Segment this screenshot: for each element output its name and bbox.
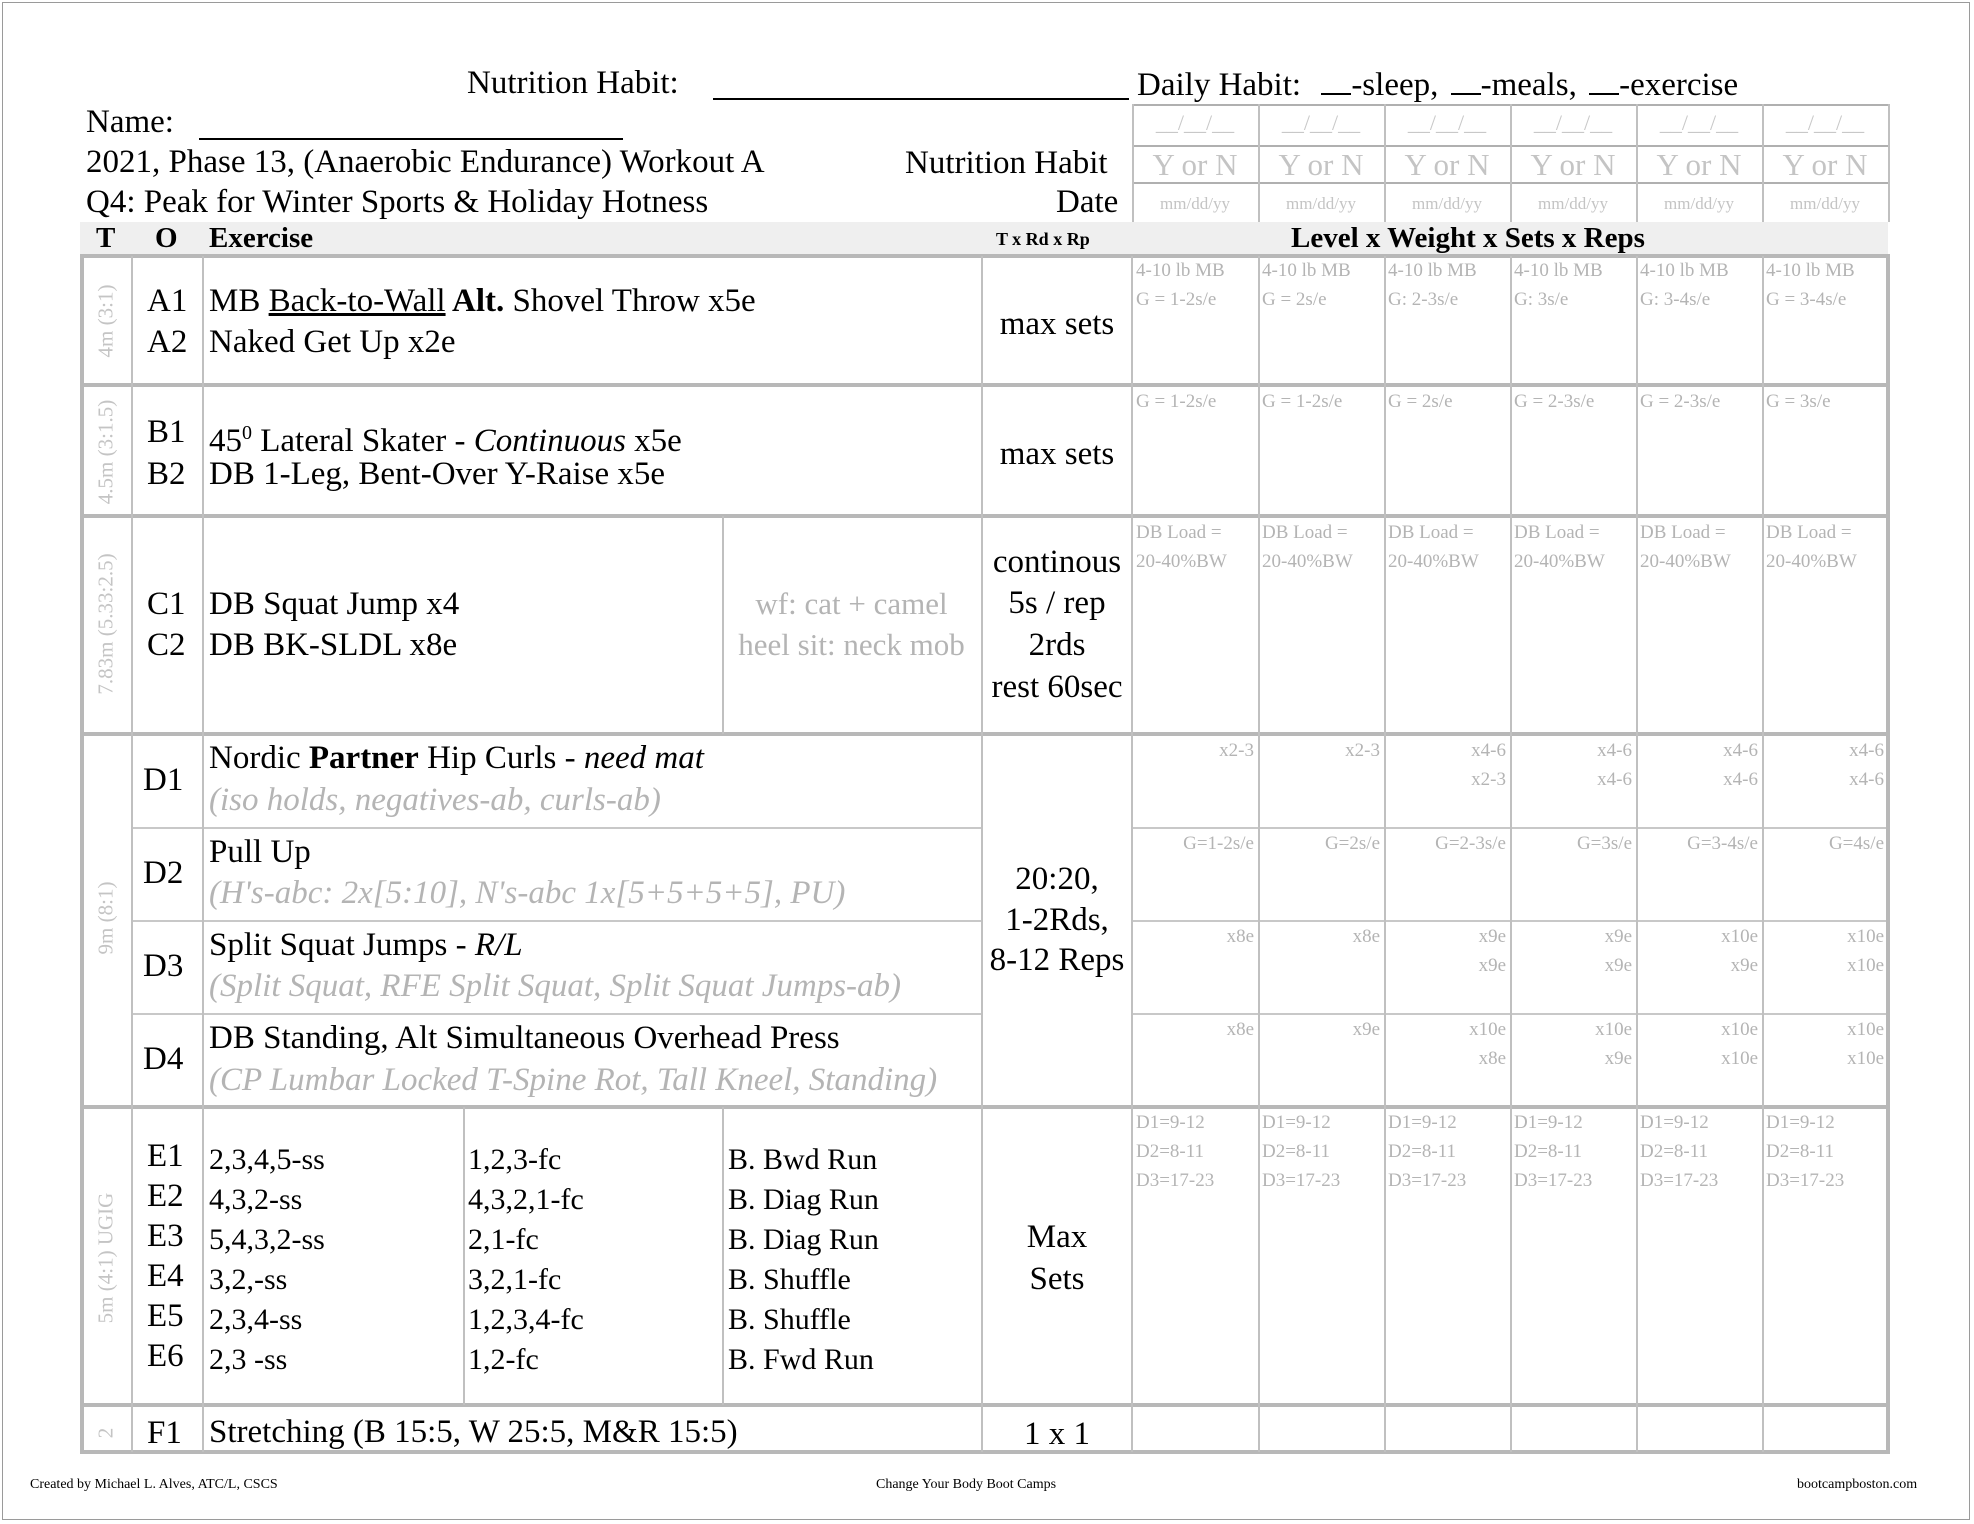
- order-d3: D3: [143, 948, 184, 984]
- level-cell-c[interactable]: 20-40%BW: [1388, 551, 1479, 572]
- level-cell-c[interactable]: DB Load =: [1766, 522, 1852, 543]
- date-field[interactable]: mm/dd/yy: [1664, 194, 1734, 213]
- exercise-a1-pre: MB: [209, 283, 269, 319]
- level-cell-d[interactable]: x10e: [1847, 1048, 1884, 1069]
- date-field[interactable]: mm/dd/yy: [1538, 194, 1608, 213]
- drill-name: B. Diag Run: [728, 1223, 879, 1256]
- level-cell-a[interactable]: G = 3-4s/e: [1766, 289, 1847, 310]
- level-cell-e[interactable]: D1=9-12: [1262, 1112, 1331, 1133]
- level-cell-d[interactable]: x10e: [1469, 1019, 1506, 1040]
- trr-e-1: Max: [1026, 1219, 1088, 1255]
- level-cell-c[interactable]: 20-40%BW: [1136, 551, 1227, 572]
- level-cell-d[interactable]: x10e: [1847, 955, 1884, 976]
- yes-no-field[interactable]: Y or N: [1530, 147, 1616, 182]
- order-e5: E5: [147, 1298, 184, 1334]
- exercise-d1-ital: need mat: [583, 740, 704, 776]
- level-cell-b[interactable]: G = 3s/e: [1766, 391, 1831, 412]
- daily-habit-line: [1137, 67, 1738, 102]
- table-right-border: [1886, 256, 1890, 1452]
- level-cell-d[interactable]: x8e: [1352, 926, 1380, 947]
- row-label-date: Date: [1056, 184, 1119, 220]
- trr-d-1: 20:20,: [1015, 861, 1099, 897]
- trr-a: max sets: [999, 306, 1115, 342]
- exercise-d3-pre: Split Squat Jumps -: [209, 927, 475, 963]
- level-cell-d[interactable]: x9e: [1604, 926, 1632, 947]
- level-cell-e[interactable]: D3=17-23: [1136, 1170, 1215, 1191]
- col-divider-o-ex: [202, 256, 204, 1452]
- drill-name: B. Shuffle: [728, 1263, 851, 1296]
- level-cell-d[interactable]: x4-6: [1723, 769, 1758, 790]
- level-cell-b[interactable]: G = 2s/e: [1388, 391, 1453, 412]
- level-cell-e[interactable]: D2=8-11: [1262, 1141, 1331, 1162]
- time-a: 4m (3:1): [93, 284, 118, 358]
- exercise-d2: Pull Up: [209, 834, 311, 870]
- level-cell-d[interactable]: x10e: [1721, 1048, 1758, 1069]
- yes-no-field[interactable]: Y or N: [1404, 147, 1490, 182]
- interval-fc: 1,2,3-fc: [468, 1143, 562, 1176]
- exercise-b2: DB 1-Leg, Bent-Over Y-Raise x5e: [209, 456, 666, 492]
- nutrition-habit-blank[interactable]: [713, 70, 1129, 100]
- name-label: Name:: [86, 104, 174, 140]
- exercise-a2: Naked Get Up x2e: [209, 324, 456, 360]
- daily-habit-exercise: -exercise: [1619, 67, 1739, 103]
- level-cell-a[interactable]: 4-10 lb MB: [1766, 260, 1855, 281]
- level-cell-d[interactable]: x9e: [1730, 955, 1758, 976]
- day-grid-vline: [1888, 104, 1890, 222]
- level-cell-d[interactable]: x4-6: [1471, 740, 1506, 761]
- date-field[interactable]: mm/dd/yy: [1160, 194, 1230, 213]
- level-cell-d[interactable]: x8e: [1478, 1048, 1506, 1069]
- interval-ss: 5,4,3,2-ss: [209, 1223, 325, 1256]
- level-cell-e[interactable]: D2=8-11: [1640, 1141, 1709, 1162]
- level-cell-d[interactable]: x10e: [1721, 926, 1758, 947]
- level-cell-c[interactable]: 20-40%BW: [1640, 551, 1731, 572]
- level-cell-b[interactable]: G = 2-3s/e: [1514, 391, 1595, 412]
- trr-b: max sets: [999, 436, 1115, 472]
- level-cell-a[interactable]: G: 3-4s/e: [1640, 289, 1711, 310]
- level-cell-d[interactable]: x10e: [1847, 1019, 1884, 1040]
- level-cell-d[interactable]: x8e: [1226, 1019, 1254, 1040]
- trr-f: 1 x 1: [1024, 1416, 1090, 1452]
- order-e2: E2: [147, 1178, 184, 1214]
- time-f: 2: [93, 1427, 118, 1439]
- time-b: 4.5m (3:1.5): [93, 399, 118, 505]
- level-cell-d[interactable]: x10e: [1847, 926, 1884, 947]
- level-cell-b[interactable]: G = 1-2s/e: [1262, 391, 1343, 412]
- col-header-exercise: Exercise: [209, 222, 314, 254]
- level-cell-b[interactable]: G = 2-3s/e: [1640, 391, 1721, 412]
- level-cell-d[interactable]: G=3s/e: [1576, 833, 1632, 854]
- level-cell-e[interactable]: D3=17-23: [1514, 1170, 1593, 1191]
- level-cell-e[interactable]: D2=8-11: [1136, 1141, 1205, 1162]
- level-cell-d[interactable]: x4-6: [1723, 740, 1758, 761]
- interval-fc: 1,2-fc: [468, 1343, 539, 1376]
- block-b-bottom: [80, 514, 1890, 518]
- yes-no-field[interactable]: Y or N: [1782, 147, 1868, 182]
- interval-fc: 3,2,1-fc: [468, 1263, 562, 1296]
- exercise-a1-underline: Back-to-Wall: [268, 283, 446, 319]
- trr-c-1: continous: [992, 544, 1122, 580]
- level-cell-c[interactable]: 20-40%BW: [1766, 551, 1857, 572]
- footer-company: Change Your Body Boot Camps: [876, 1477, 1057, 1492]
- level-cell-e[interactable]: D1=9-12: [1388, 1112, 1457, 1133]
- program-line: 2021, Phase 13, (Anaerobic Endurance) Workout A: [86, 144, 765, 180]
- level-cell-e[interactable]: D2=8-11: [1514, 1141, 1583, 1162]
- level-cell-d[interactable]: x9e: [1478, 955, 1506, 976]
- trr-d-2: 1-2Rds,: [1005, 902, 1109, 938]
- level-cell-c[interactable]: DB Load =: [1262, 522, 1348, 543]
- level-cell-d[interactable]: x9e: [1604, 955, 1632, 976]
- time-c: 7.83m (5.33:2.5): [93, 553, 118, 695]
- order-d1: D1: [143, 762, 184, 798]
- order-e4: E4: [147, 1258, 184, 1294]
- day-slot-placeholder[interactable]: __/__/__: [1281, 110, 1361, 135]
- level-cell-a[interactable]: G = 1-2s/e: [1136, 289, 1217, 310]
- exercise-d3-sub: (Split Squat, RFE Split Squat, Split Squat Jumps-ab): [209, 968, 902, 1004]
- level-cell-d[interactable]: x9e: [1604, 1048, 1632, 1069]
- order-c1: C1: [147, 586, 186, 622]
- level-cell-c[interactable]: DB Load =: [1514, 522, 1600, 543]
- footer-website[interactable]: bootcampboston.com: [1797, 1477, 1918, 1492]
- order-b1: B1: [147, 414, 186, 450]
- order-c2: C2: [147, 627, 186, 663]
- interval-ss: 2,3,4,5-ss: [209, 1143, 325, 1176]
- exercise-d2-sub: (H's-abc: 2x[5:10], N's-abc 1x[5+5+5+5], PU): [209, 875, 846, 911]
- level-cell-a[interactable]: G: 3s/e: [1514, 289, 1569, 310]
- nutrition-habit-label: Nutrition Habit:: [467, 65, 679, 101]
- name-blank[interactable]: [199, 110, 623, 140]
- interval-fc: 1,2,3,4-fc: [468, 1303, 584, 1336]
- interval-fc: 4,3,2,1-fc: [468, 1183, 584, 1216]
- level-cell-e[interactable]: D1=9-12: [1640, 1112, 1709, 1133]
- level-cell-e[interactable]: D2=8-11: [1766, 1141, 1835, 1162]
- exercise-d1-mid: Hip Curls -: [418, 740, 584, 776]
- level-cell-c[interactable]: DB Load =: [1136, 522, 1222, 543]
- level-cell-e[interactable]: D3=17-23: [1640, 1170, 1719, 1191]
- level-cell-a[interactable]: G: 2-3s/e: [1388, 289, 1459, 310]
- time-d: 9m (8:1): [93, 881, 118, 955]
- col-header-trr: T x Rd x Rp: [996, 229, 1090, 249]
- level-cell-d[interactable]: G=2-3s/e: [1435, 833, 1506, 854]
- drill-name: B. Shuffle: [728, 1303, 851, 1336]
- level-cell-d[interactable]: x10e: [1721, 1019, 1758, 1040]
- drill-name: B. Bwd Run: [728, 1143, 878, 1176]
- level-cell-e[interactable]: D1=9-12: [1514, 1112, 1583, 1133]
- exercise-b1-sup: 0: [242, 422, 252, 444]
- block-e-bottom: [80, 1403, 1890, 1407]
- block-d-row-divider: [131, 1013, 982, 1015]
- level-cell-d[interactable]: G=3-4s/e: [1687, 833, 1758, 854]
- warmup-note-1: wf: cat + camel: [755, 586, 948, 621]
- interval-fc: 2,1-fc: [468, 1223, 539, 1256]
- level-cell-d[interactable]: x9e: [1352, 1019, 1380, 1040]
- level-cell-e[interactable]: D1=9-12: [1136, 1112, 1205, 1133]
- exercise-d1-sub: (iso holds, negatives-ab, curls-ab): [209, 782, 661, 818]
- day-slot-placeholder[interactable]: __/__/__: [1407, 110, 1487, 135]
- level-cell-b[interactable]: G = 1-2s/e: [1136, 391, 1217, 412]
- order-b2: B2: [147, 456, 186, 492]
- exercise-b1-post: x5e: [625, 423, 682, 459]
- time-e: 5m (4:1) UGIG: [93, 1192, 118, 1324]
- level-cell-d[interactable]: x4-6: [1597, 769, 1632, 790]
- level-cell-d[interactable]: x2-3: [1471, 769, 1506, 790]
- meals-blank[interactable]: [1451, 67, 1481, 95]
- level-cell-c[interactable]: DB Load =: [1640, 522, 1726, 543]
- order-e6: E6: [147, 1338, 184, 1374]
- exercise-d1: [209, 738, 704, 778]
- sleep-blank[interactable]: [1321, 67, 1351, 95]
- exercise-blank[interactable]: [1589, 67, 1619, 95]
- yes-no-field[interactable]: Y or N: [1152, 147, 1238, 182]
- yes-no-field[interactable]: Y or N: [1656, 147, 1742, 182]
- date-field[interactable]: mm/dd/yy: [1412, 194, 1482, 213]
- row-label-nutrition-habit: Nutrition Habit: [905, 145, 1108, 181]
- drill-name: B. Fwd Run: [728, 1343, 874, 1376]
- level-cell-a[interactable]: 4-10 lb MB: [1136, 260, 1225, 281]
- exercise-d1-bold: Partner: [308, 740, 419, 776]
- block-d-bottom: [80, 1105, 1890, 1109]
- level-cell-a[interactable]: G = 2s/e: [1262, 289, 1327, 310]
- table-left-border: [80, 256, 84, 1452]
- col-header-t: T: [96, 222, 116, 254]
- col-divider-t-o: [131, 256, 133, 1452]
- exercise-f1: Stretching (B 15:5, W 25:5, M&R 15:5): [209, 1414, 738, 1450]
- level-cell-d[interactable]: x4-6: [1597, 740, 1632, 761]
- col-header-levels: Level x Weight x Sets x Reps: [1291, 222, 1645, 254]
- level-cell-e[interactable]: D1=9-12: [1766, 1112, 1835, 1133]
- warmup-note-2: heel sit: neck mob: [738, 627, 965, 662]
- table-top-border: [80, 254, 1890, 258]
- exercise-d4: DB Standing, Alt Simultaneous Overhead Press: [209, 1020, 840, 1056]
- quarter-line: Q4: Peak for Winter Sports & Holiday Hotness: [86, 184, 709, 220]
- interval-ss: 2,3 -ss: [209, 1343, 288, 1376]
- order-f1: F1: [147, 1415, 182, 1451]
- order-a1: A1: [147, 283, 188, 319]
- block-d-row-divider: [131, 920, 982, 922]
- day-slot-placeholder[interactable]: __/__/__: [1533, 110, 1613, 135]
- date-field[interactable]: mm/dd/yy: [1286, 194, 1356, 213]
- level-cell-d[interactable]: x2-3: [1219, 740, 1254, 761]
- level-cell-e[interactable]: D3=17-23: [1388, 1170, 1467, 1191]
- day-slot-placeholder[interactable]: __/__/__: [1659, 110, 1739, 135]
- block-e-col-divider: [463, 1107, 465, 1405]
- drill-name: B. Diag Run: [728, 1183, 879, 1216]
- order-e1: E1: [147, 1138, 184, 1174]
- interval-ss: 4,3,2-ss: [209, 1183, 303, 1216]
- level-cell-d[interactable]: x10e: [1595, 1019, 1632, 1040]
- level-cell-a[interactable]: 4-10 lb MB: [1262, 260, 1351, 281]
- block-e-col-divider: [722, 1107, 724, 1405]
- yes-no-field[interactable]: Y or N: [1278, 147, 1364, 182]
- level-cell-d[interactable]: G=1-2s/e: [1183, 833, 1254, 854]
- level-cell-d[interactable]: x8e: [1226, 926, 1254, 947]
- exercise-b1-ital: Continuous: [473, 423, 626, 459]
- level-cell-e[interactable]: D2=8-11: [1388, 1141, 1457, 1162]
- order-e3: E3: [147, 1218, 184, 1254]
- exercise-a1-bold: Alt.: [445, 283, 505, 319]
- level-cell-d[interactable]: G=4s/e: [1828, 833, 1884, 854]
- level-cell-a[interactable]: 4-10 lb MB: [1514, 260, 1603, 281]
- exercise-d1-pre: Nordic: [209, 740, 309, 776]
- trr-e-2: Sets: [1029, 1261, 1085, 1297]
- level-cell-e[interactable]: D3=17-23: [1766, 1170, 1845, 1191]
- date-field[interactable]: mm/dd/yy: [1790, 194, 1860, 213]
- day-slot-placeholder[interactable]: __/__/__: [1785, 110, 1865, 135]
- level-cell-e[interactable]: D3=17-23: [1262, 1170, 1341, 1191]
- level-cell-a[interactable]: 4-10 lb MB: [1640, 260, 1729, 281]
- level-cell-d[interactable]: x2-3: [1345, 740, 1380, 761]
- trr-c-2: 5s / rep: [1008, 585, 1106, 621]
- level-cell-d[interactable]: x4-6: [1849, 769, 1884, 790]
- interval-ss: 2,3,4-ss: [209, 1303, 303, 1336]
- trr-c-4: rest 60sec: [991, 669, 1123, 705]
- daily-habit-label: Daily Habit:: [1137, 67, 1302, 103]
- daily-habit-sleep: -sleep,: [1351, 67, 1439, 103]
- trr-d-3: 8-12 Reps: [989, 942, 1125, 978]
- level-cell-c[interactable]: 20-40%BW: [1262, 551, 1353, 572]
- exercise-d4-sub: (CP Lumbar Locked T-Spine Rot, Tall Kneel, Standing): [209, 1062, 938, 1098]
- col-header-o: O: [155, 222, 178, 254]
- day-slot-placeholder[interactable]: __/__/__: [1155, 110, 1235, 135]
- footer-credit: Created by Michael L. Alves, ATC/L, CSCS: [30, 1477, 278, 1492]
- block-a-bottom: [80, 383, 1890, 387]
- order-d2: D2: [143, 855, 184, 891]
- order-d4: D4: [143, 1041, 184, 1077]
- exercise-a1: [209, 281, 756, 321]
- trr-c-3: 2rds: [1028, 627, 1086, 663]
- level-cell-c[interactable]: DB Load =: [1388, 522, 1474, 543]
- exercise-c1: DB Squat Jump x4: [209, 586, 460, 622]
- exercise-a1-post: Shovel Throw x5e: [504, 283, 756, 319]
- daily-habit-meals: -meals,: [1480, 67, 1577, 103]
- level-cell-d[interactable]: x9e: [1478, 926, 1506, 947]
- block-d-row-divider: [131, 827, 982, 829]
- level-cell-a[interactable]: 4-10 lb MB: [1388, 260, 1477, 281]
- order-a2: A2: [147, 324, 188, 360]
- level-cell-d[interactable]: x4-6: [1849, 740, 1884, 761]
- exercise-d3: [209, 925, 523, 965]
- level-cell-c[interactable]: 20-40%BW: [1514, 551, 1605, 572]
- interval-ss: 3,2,-ss: [209, 1263, 288, 1296]
- level-cell-d[interactable]: G=2s/e: [1324, 833, 1380, 854]
- exercise-b1-mid: Lateral Skater -: [252, 423, 474, 459]
- exercise-b1-pre: 45: [209, 423, 242, 459]
- exercise-c2: DB BK-SLDL x8e: [209, 627, 458, 663]
- exercise-d3-ital: R/L: [474, 927, 523, 963]
